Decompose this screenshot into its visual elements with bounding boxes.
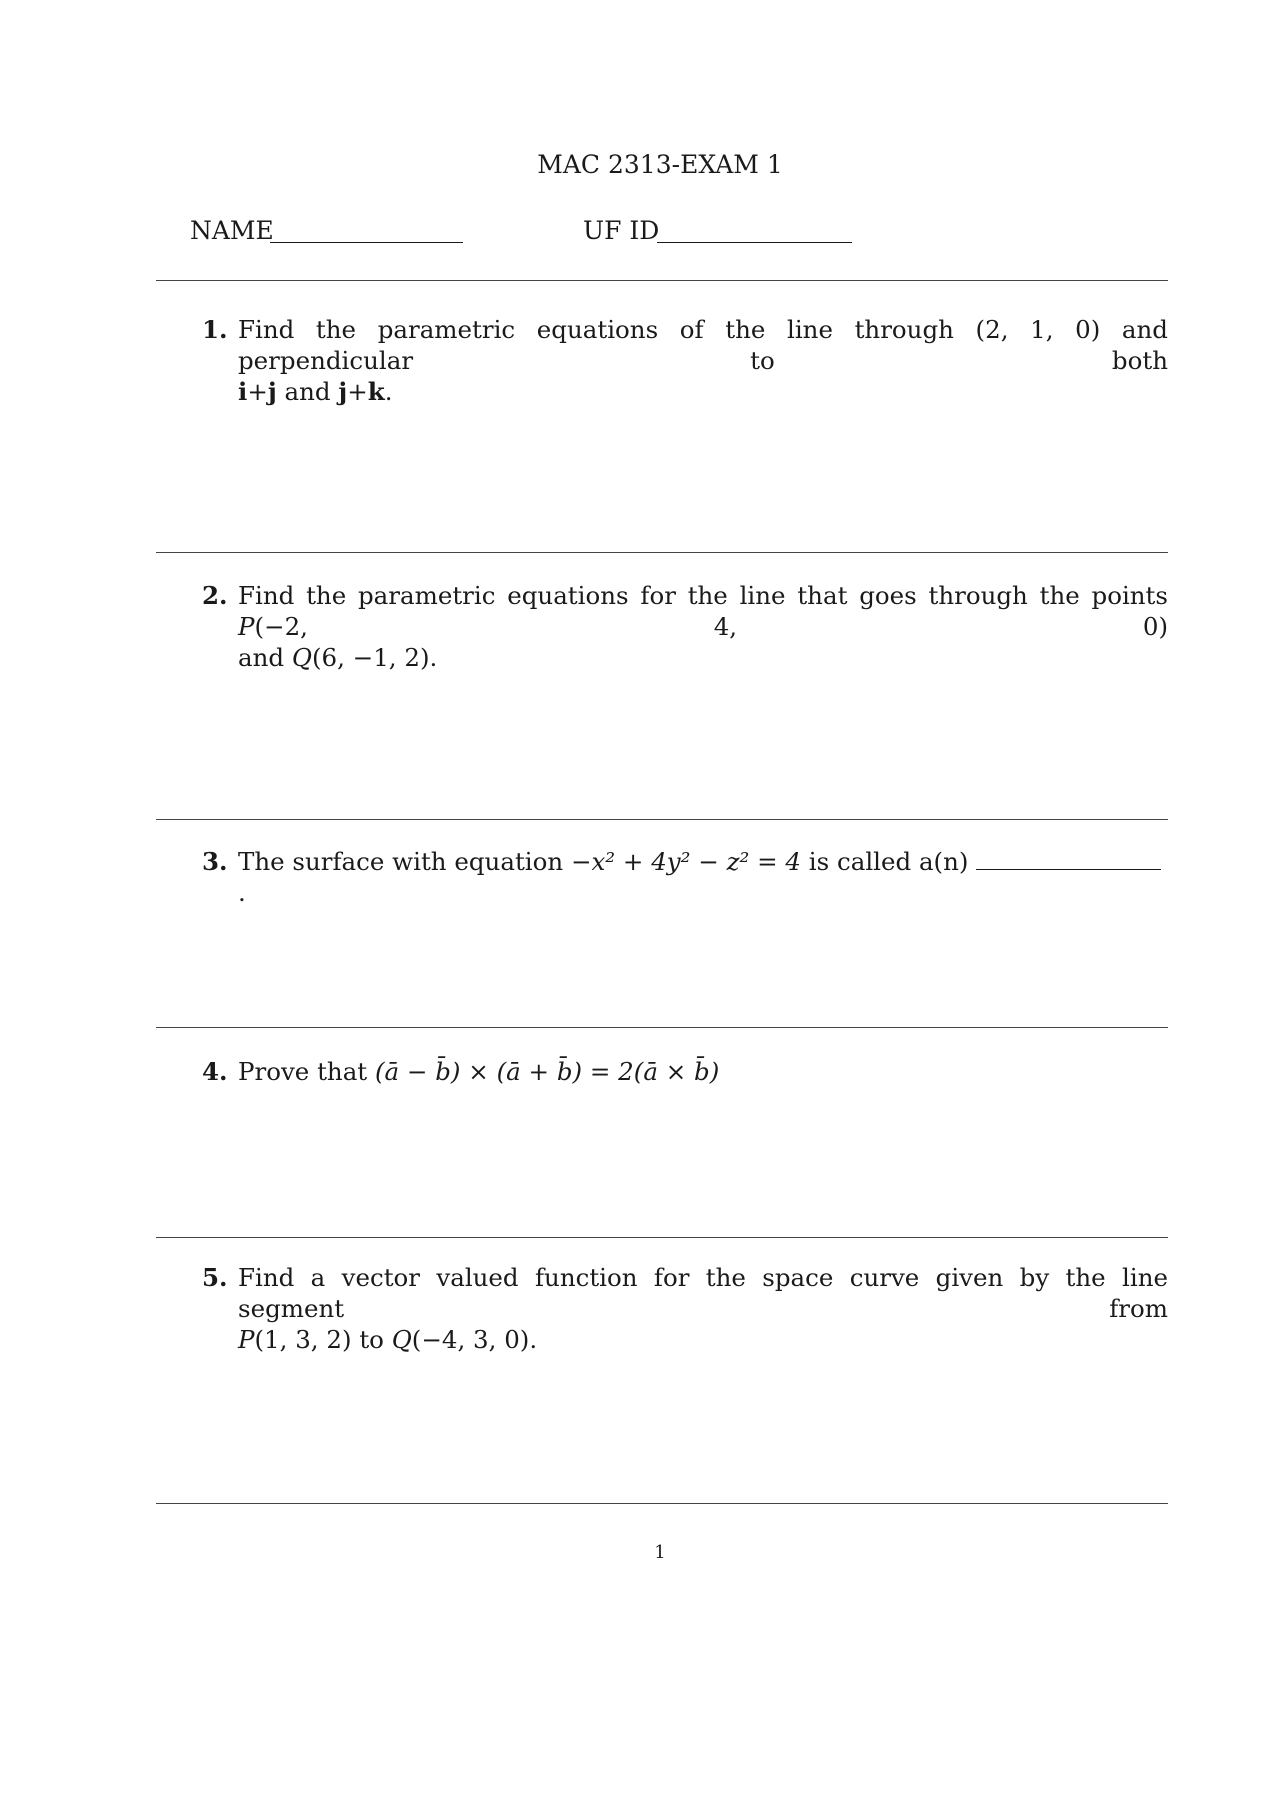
- question-3: [202, 846, 1168, 908]
- equation: −x² + 4y² − z² = 4: [570, 847, 801, 876]
- point-coords: (−2, 4, 0): [254, 612, 1168, 641]
- question-text: Find the parametric equations for the line that goes through the points: [238, 581, 1176, 610]
- question-number: 4.: [202, 1057, 228, 1086]
- vector-j: j: [338, 377, 348, 406]
- question-number: 5.: [202, 1263, 228, 1292]
- point-coords: (1, 3, 2): [254, 1325, 352, 1354]
- exam-title: MAC 2313-EXAM 1: [537, 150, 783, 179]
- question-text-line: Find the parametric equations of the line through (2, 1, 0) and perpendicular to both: [238, 315, 1168, 375]
- divider: [156, 819, 1168, 820]
- point-label: P: [238, 1325, 255, 1354]
- question-text-line: [238, 846, 1168, 908]
- divider: [156, 1503, 1168, 1504]
- question-5: [202, 1262, 1168, 1355]
- question-text-line: [238, 376, 1168, 407]
- divider: [156, 280, 1168, 281]
- point-coords: (−4, 3, 0).: [411, 1325, 538, 1354]
- plus-sign: +: [247, 377, 268, 406]
- point-coords: (6, −1, 2).: [311, 643, 438, 672]
- plus-sign: +: [347, 377, 368, 406]
- question-text-line: [238, 580, 1176, 642]
- vector-k: k: [367, 377, 385, 406]
- question-text: is called a(n): [801, 847, 977, 876]
- question-text: Prove that: [238, 1057, 375, 1086]
- point-label: Q: [291, 643, 312, 672]
- page-number: 1: [654, 1542, 666, 1563]
- question-text: and: [238, 643, 292, 672]
- divider: [156, 552, 1168, 553]
- ufid-field[interactable]: [657, 218, 852, 243]
- vector-j: j: [267, 377, 277, 406]
- question-2: [202, 580, 1176, 673]
- question-number: 2.: [202, 581, 228, 610]
- question-text-line: [238, 1324, 1168, 1355]
- name-field[interactable]: [270, 218, 463, 243]
- question-text-line: Find a vector valued function for the space curve given by the line segment from: [238, 1263, 1168, 1323]
- question-text: The surface with equation: [238, 847, 571, 876]
- question-number: 3.: [202, 847, 228, 876]
- vector-i: i: [238, 377, 248, 406]
- question-text-line: [238, 642, 1168, 673]
- period: .: [384, 377, 393, 406]
- cross-product-statement: (ā − b̄) × (ā + b̄) = 2(ā × b̄): [374, 1057, 720, 1086]
- conjunction: and: [276, 377, 339, 406]
- period: .: [238, 878, 246, 907]
- point-label: P: [238, 612, 255, 641]
- question-1: [202, 314, 1168, 407]
- name-label: NAME: [190, 216, 274, 245]
- divider: [156, 1237, 1168, 1238]
- question-number: 1.: [202, 315, 228, 344]
- point-label: Q: [391, 1325, 412, 1354]
- question-text-line: [238, 1056, 1168, 1087]
- divider: [156, 1027, 1168, 1028]
- answer-blank[interactable]: [976, 849, 1161, 870]
- ufid-label: UF ID: [583, 216, 660, 245]
- question-text: to: [351, 1325, 392, 1354]
- question-4: [202, 1056, 1168, 1087]
